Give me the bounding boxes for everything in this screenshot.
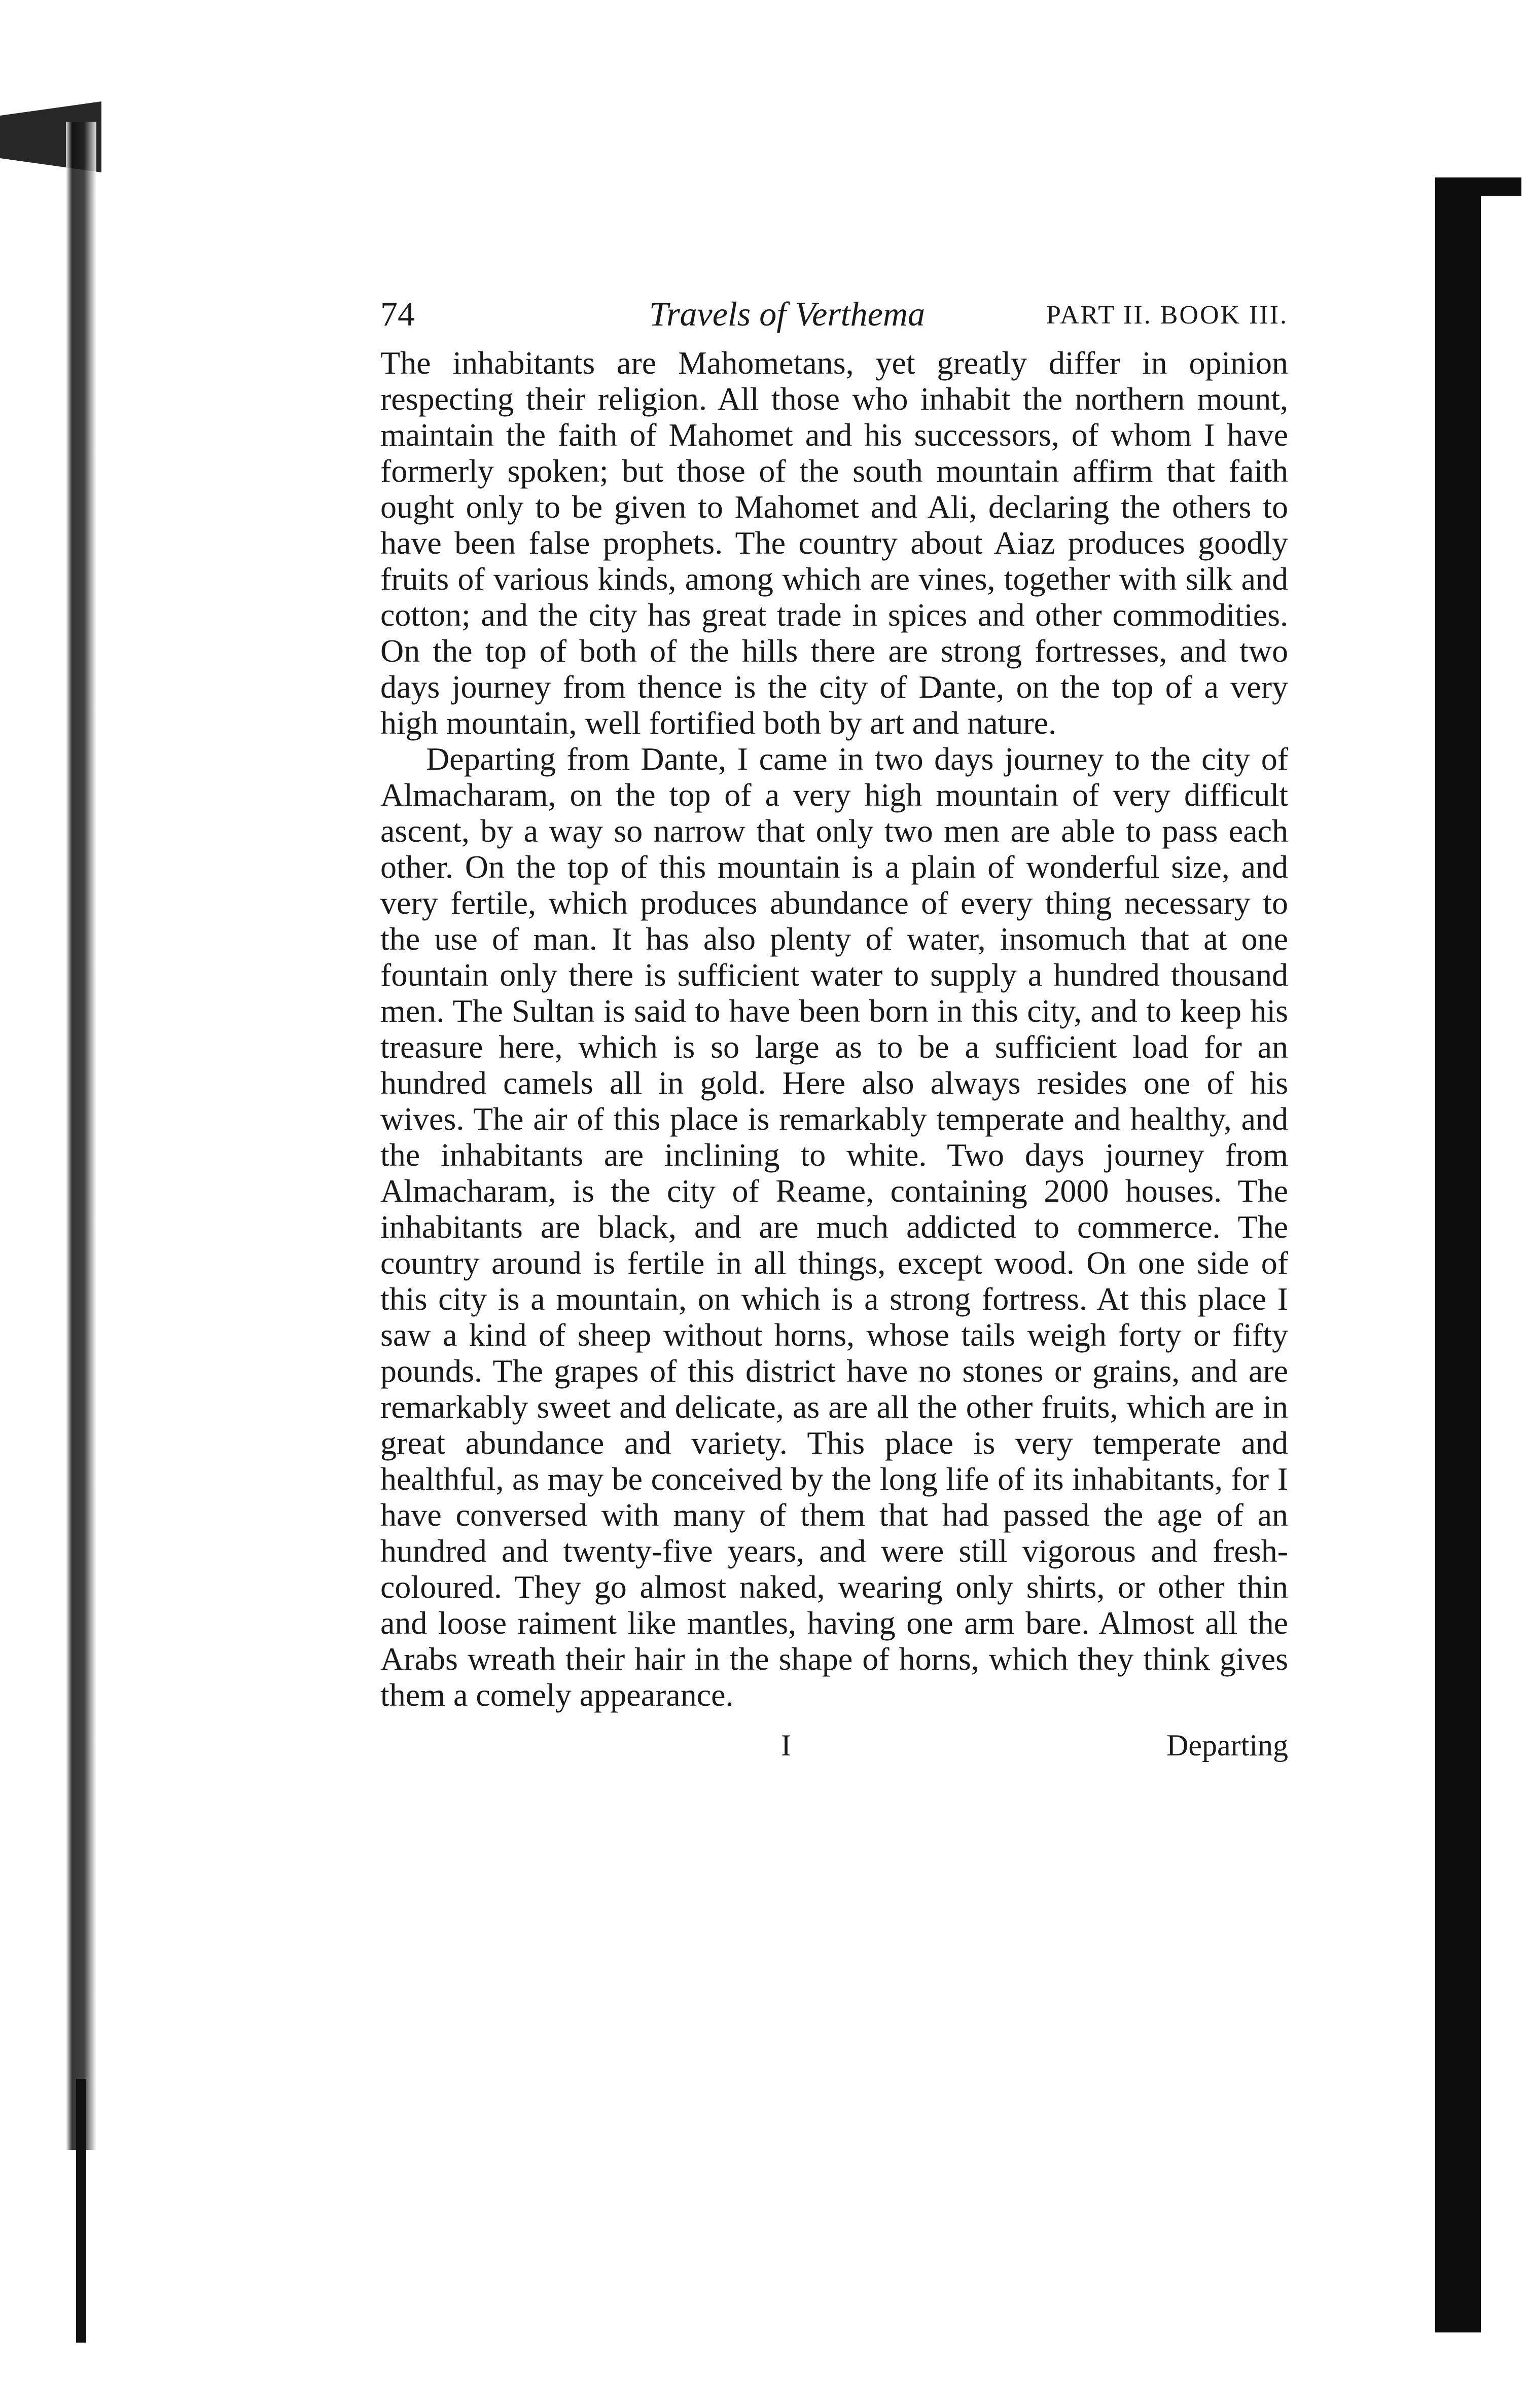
section-label: PART II. BOOK III. <box>1046 301 1288 330</box>
page-number: 74 <box>380 295 415 333</box>
page-footer <box>380 1723 1288 1769</box>
signature-mark: I <box>781 1729 791 1762</box>
running-title: Travels of Verthema <box>649 295 925 333</box>
paragraph-2: Departing from Dante, I came in two days journey to the city of Almacharam, on the top of a very high mountain of very difficult ascent, by a way so narrow that only two men are able to pass each other. On the top of this mountain is a plain of wonderful size, and very fertile, which produces abundance of every thing necessary to the use of man. It has also plenty of water, insomuch that at one fountain only there is sufficient water to supply a hundred thousand men. The Sultan is said to have been born in this city, and to keep his treasure here, which is so large as to be a sufficient load for an hundred camels all in gold. Here also always resides one of his wives. The air of this place is remarkably temperate and healthy, and the inhabitants are inclining to white. Two days journey from Almacharam, is the city of Reame, containing 2000 houses. The inhabitants are black, and are much addicted to commerce. The country around is fertile in all things, except wood. On one side of this city is a mountain, on which is a strong fortress. At this place I saw a kind of sheep without horns, whose tails weigh forty or fifty pounds. The grapes of this district have no stones or grains, and are remarkably sweet and delicate, as are all the other fruits, which are in great abundance and variety. This place is very temperate and healthful, as may be conceived by the long life of its inhabitants, for I have conversed with many of them that had passed the age of an hundred and twenty-five years, and were still vigorous and fresh-coloured. They go almost naked, wearing only shirts, or other thin and loose raiment like mantles, having one arm bare. Almost all the Arabs wreath their hair in the shape of horns, which they think gives them a comely appearance. <box>380 741 1288 1713</box>
running-header <box>380 289 1288 345</box>
book-page <box>380 289 1288 1769</box>
page-edge-right <box>1435 183 1481 2332</box>
binding-shadow-left <box>66 122 96 2150</box>
paragraph-1: The inhabitants are Mahometans, yet greatly differ in opinion respecting their religion. All those who inhabit the northern mount, maintain the faith of Mahomet and his successors, of whom I have formerly spoken; but those of the south mountain affirm that faith ought only to be given to Mahomet and Ali, declaring the others to have been false prophets. The country about Aiaz produces goodly fruits of various kinds, among which are vines, together with silk and cotton; and the city has great trade in spices and other commodities. On the top of both of the hills there are strong fortresses, and two days journey from thence is the city of Dante, on the top of a very high mountain, well fortified both by art and nature. <box>380 345 1288 741</box>
page-body <box>380 345 1288 1713</box>
binding-shadow-left-lower <box>76 2079 86 2343</box>
catchword: Departing <box>1166 1729 1288 1762</box>
